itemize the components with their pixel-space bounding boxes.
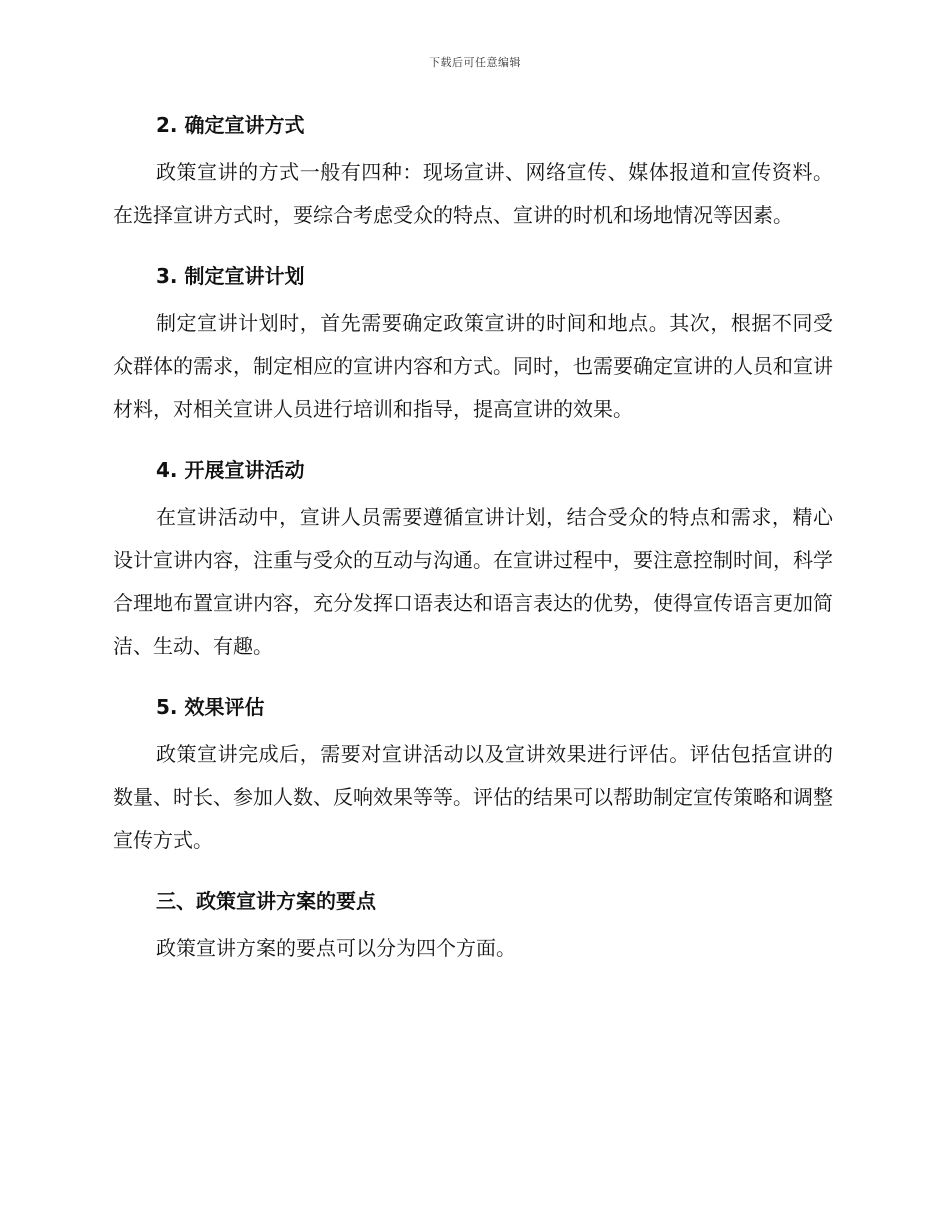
section-paragraph: 制定宣讲计划时，首先需要确定政策宣讲的时间和地点。其次，根据不同受众群体的需求，制定相应的宣讲内容和方式。同时，也需要确定宣讲的人员和宣讲材料，对相关宣讲人员进行培训和指导，提高宣讲的效果。	[113, 311, 833, 421]
document-body	[113, 106, 833, 970]
part-heading: 三、政策宣讲方案的要点	[156, 889, 376, 913]
section-paragraph: 政策宣讲方案的要点可以分为四个方面。	[156, 936, 516, 960]
section-heading: 2. 确定宣讲方式	[156, 113, 305, 137]
section-heading: 3. 制定宣讲计划	[156, 264, 305, 288]
section-paragraph: 在宣讲活动中，宣讲人员需要遵循宣讲计划，结合受众的特点和需求，精心设计宣讲内容，注重与受众的互动与沟通。在宣讲过程中，要注意控制时间，科学合理地布置宣讲内容，充分发挥口语表达和语言表达的优势，使得宣传语言更加简洁、生动、有趣。	[113, 505, 833, 658]
section-heading: 4. 开展宣讲活动	[156, 458, 305, 482]
section-heading: 5. 效果评估	[156, 695, 265, 719]
section-paragraph: 政策宣讲完成后，需要对宣讲活动以及宣讲效果进行评估。评估包括宣讲的数量、时长、参加人数、反响效果等等。评估的结果可以帮助制定宣传策略和调整宣传方式。	[113, 742, 833, 852]
section-paragraph: 政策宣讲的方式一般有四种：现场宣讲、网络宣传、媒体报道和宣传资料。在选择宣讲方式时，要综合考虑受众的特点、宣讲的时机和场地情况等因素。	[113, 160, 833, 227]
page-header: 下载后可任意编辑	[429, 56, 521, 69]
